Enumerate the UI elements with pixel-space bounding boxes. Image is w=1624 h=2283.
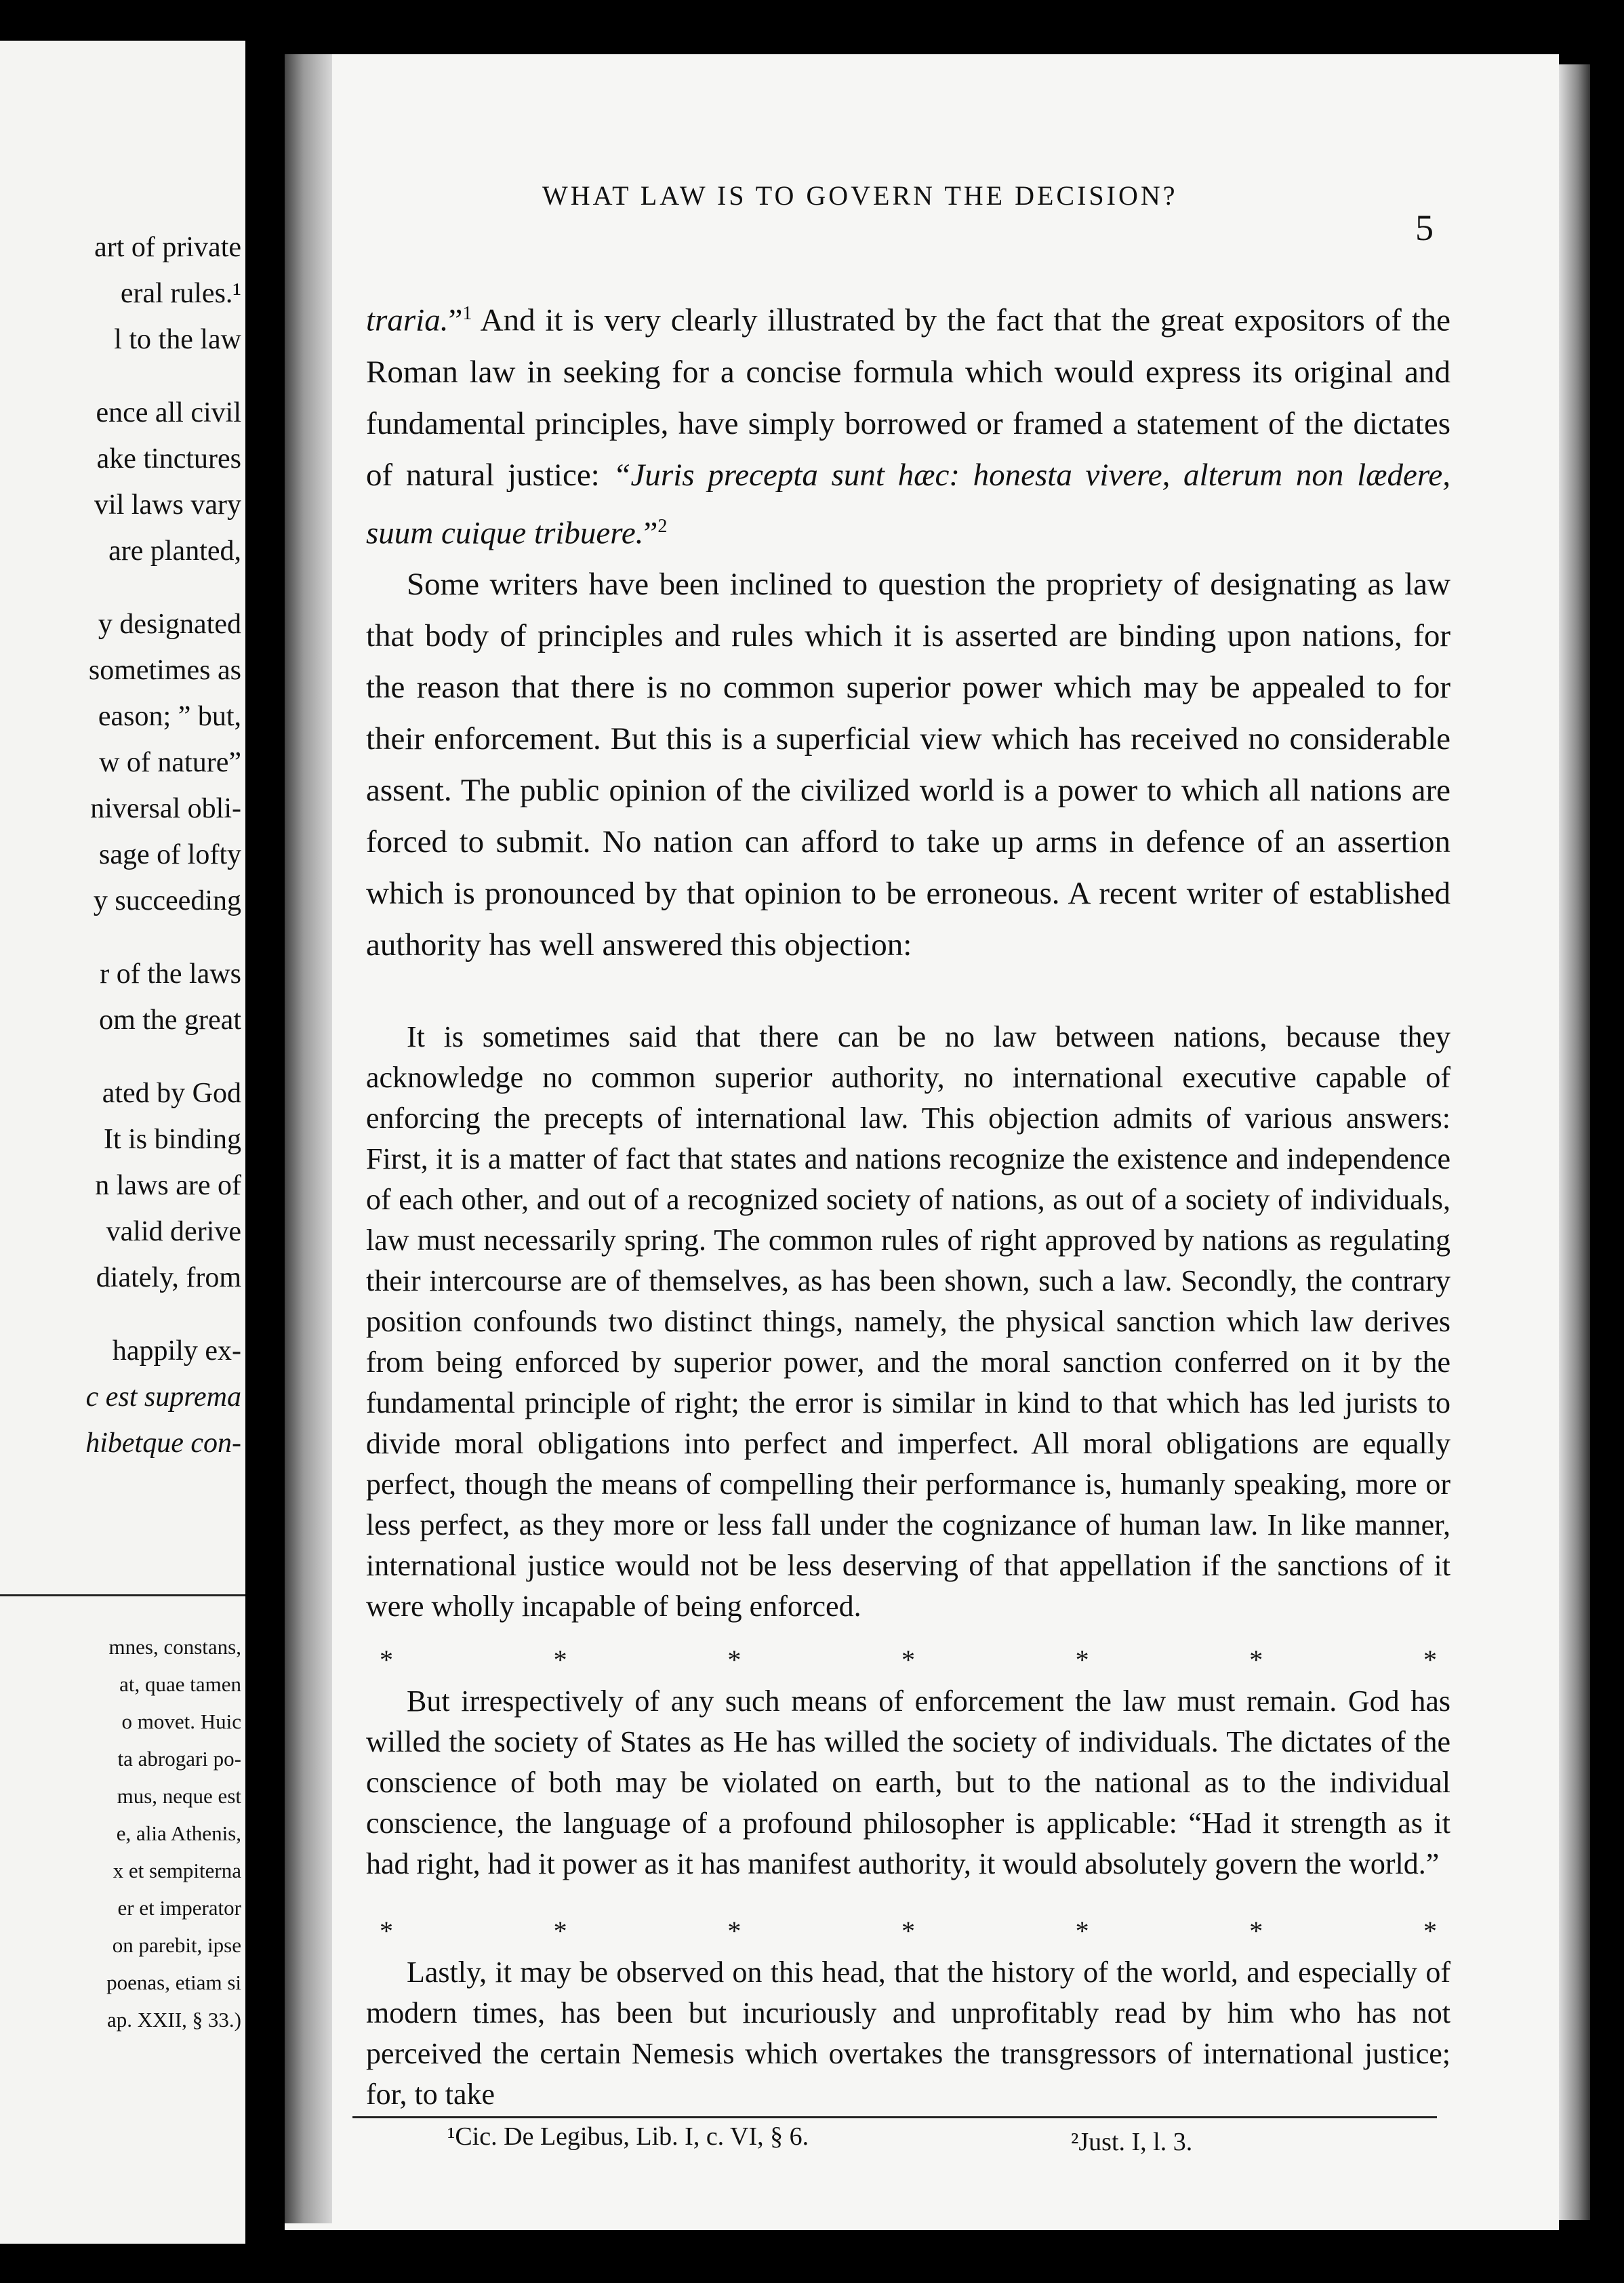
book-gutter bbox=[285, 54, 332, 2223]
left-footnote-line: mus, neque est bbox=[117, 1784, 241, 1808]
left-body-line: valid derive bbox=[106, 1216, 241, 1247]
page-edge bbox=[1559, 64, 1590, 2220]
block-quote-1 bbox=[366, 1017, 1450, 1627]
left-body-line: niversal obli- bbox=[90, 793, 241, 824]
left-body-line: y succeeding bbox=[93, 885, 241, 916]
quote-paragraph-3: Lastly, it may be observed on this head, that the history of the world, and especially of modern times, has been but incuriously and unprofitably read by him who has not perceived the certain Nemesis which overtakes the transgressors of international justice; for, to take bbox=[366, 1956, 1450, 2111]
asterisk-separator-1: * * * * * * * bbox=[380, 1644, 1437, 1675]
left-italic-line: c est suprema bbox=[85, 1381, 241, 1413]
quote-paragraph-2: But irrespectively of any such means of enforcement the law must remain. God has willed the society of States as He has willed the society of individuals. The dictates of the conscience of both may be violated on earth, but to the national as to the individual conscience, the language of a profound philosopher is applicable: “Had it strength as it had right, had it power as it has manifest authority, it would absolutely govern the world.” bbox=[366, 1684, 1450, 1880]
left-body-line: sometimes as bbox=[88, 655, 241, 686]
block-quote-3 bbox=[366, 1952, 1450, 2115]
left-footnote-line: at, quae tamen bbox=[119, 1672, 241, 1696]
quote-paragraph-1: It is sometimes said that there can be no law between nations, because they acknowledge no common superior authority, no international executive capable of enforcing the precepts of international law. This objection admits of various answers: First, it is a matter of fact that states and nations recognize the existence and independence of each other, and out of a recognized society of nations, as out of a society of individuals, law must necessarily spring. The common rules of right approved by nations as regulating their intercourse are of themselves, as has been shown, such a law. Secondly, the contrary position confounds two distinct things, namely, the physical sanction which law derives from being enforced by superior power, and the moral sanction conferred on it by the fundamental principle of right; the error is similar in kind to that which has led jurists to divide moral obligations into perfect and imperfect. All moral obligations are equally perfect, though the means of compelling their performance is, humanly speaking, more or less perfect, as they more or less fall under the cognizance of human law. In like manner, international justice would not be less deserving of that appellation if the sanctions of it were wholly incapable of being enforced. bbox=[366, 1020, 1450, 1623]
left-footnote-line: o movet. Huic bbox=[121, 1710, 241, 1733]
latin-quote: “Juris precepta sunt hæc: honesta vivere, alterum non lædere, suum cuique tribuere. bbox=[366, 457, 1450, 551]
left-footnote-line: poenas, etiam si bbox=[106, 1971, 241, 1994]
left-body-line: eral rules.¹ bbox=[120, 278, 241, 309]
main-text bbox=[366, 288, 1450, 971]
left-footnote-line: on parebit, ipse bbox=[112, 1933, 241, 1957]
left-body-line: vil laws vary bbox=[94, 489, 241, 521]
block-quote-2 bbox=[366, 1681, 1450, 1884]
footnote-ref-1: 1 bbox=[462, 303, 472, 324]
left-body-line: r of the laws bbox=[100, 958, 241, 990]
left-body-line: art of private bbox=[94, 232, 241, 263]
left-footnote-rule bbox=[0, 1594, 245, 1596]
left-body-line: diately, from bbox=[96, 1262, 241, 1293]
left-body-line: sage of lofty bbox=[99, 839, 241, 870]
footnote-ref-2: 2 bbox=[657, 515, 668, 537]
left-body-line: om the great bbox=[99, 1005, 241, 1036]
left-footnote-line: ta abrogari po- bbox=[117, 1747, 241, 1771]
left-italic-line: hibetque con- bbox=[85, 1428, 241, 1459]
left-page bbox=[0, 41, 245, 2244]
right-page bbox=[285, 54, 1559, 2230]
left-body-line: ake tinctures bbox=[96, 443, 241, 474]
left-body-line: y designated bbox=[98, 609, 241, 640]
footnote-2: ²Just. I, l. 3. bbox=[1071, 2128, 1193, 2156]
page-number: 5 bbox=[1415, 207, 1434, 248]
running-header: WHAT LAW IS TO GOVERN THE DECISION? bbox=[542, 180, 1178, 211]
left-footnote-line: mnes, constans, bbox=[108, 1635, 241, 1659]
footnote-1: ¹Cic. De Legibus, Lib. I, c. VI, § 6. bbox=[447, 2122, 809, 2151]
asterisk-separator-2: * * * * * * * bbox=[380, 1916, 1437, 1946]
left-body-line: It is binding bbox=[103, 1124, 241, 1155]
left-footnote-line: er et imperator bbox=[117, 1896, 241, 1920]
paragraph-2: Some writers have been inclined to question the propriety of designating as law that body of principles and rules which it is asserted are binding upon nations, for the reason that there is no common superior power which may be appealed to for their enforcement. But this is a superficial view which has received no considerable assent. The public opinion of the civilized world is a power to which all nations are forced to submit. No nation can afford to take up arms in defence of an assertion which is pronounced by that opinion to be erroneous. A recent writer of established authority has well answered this objection: bbox=[366, 567, 1450, 963]
left-body-line: l to the law bbox=[114, 324, 241, 355]
footnote-rule bbox=[352, 2116, 1437, 2118]
paragraph-1: traria.”$^1$ And it is very clearly illustrated by the fact that the great expositors of the Roman law in seeking for a concise formula which would express its original and fundamental principles, have simply borrowed or framed a statement of the dictates of natural justice: “Juris precepta sunt hæc: honesta vivere, alterum non lædere, suum cuique tribuere.”$^2$ bbox=[366, 302, 1450, 551]
left-footnote-line: e, alia Athenis, bbox=[116, 1821, 241, 1845]
left-body-line: w of nature” bbox=[99, 747, 241, 778]
left-body-line: eason; ” but, bbox=[98, 701, 241, 732]
left-body-line: ated by God bbox=[102, 1078, 241, 1109]
left-footnote-line: x et sempiterna bbox=[113, 1859, 241, 1882]
left-body-line: n laws are of bbox=[95, 1170, 241, 1201]
left-body-line: are planted, bbox=[108, 536, 241, 567]
left-footnote-line: ap. XXII, § 33.) bbox=[106, 2008, 241, 2032]
paragraph-1-text: And it is very clearly illustrated by the fact that the great expositors of the Roman law in seeking for a concise formula which would express its original and fundamental principles, have simply borrowed or framed a statement of the dictates of natural justice: bbox=[366, 302, 1450, 493]
left-body-line: ence all civil bbox=[96, 397, 241, 428]
left-body-line: happily ex- bbox=[112, 1335, 241, 1367]
italic-word: traria. bbox=[366, 302, 449, 338]
